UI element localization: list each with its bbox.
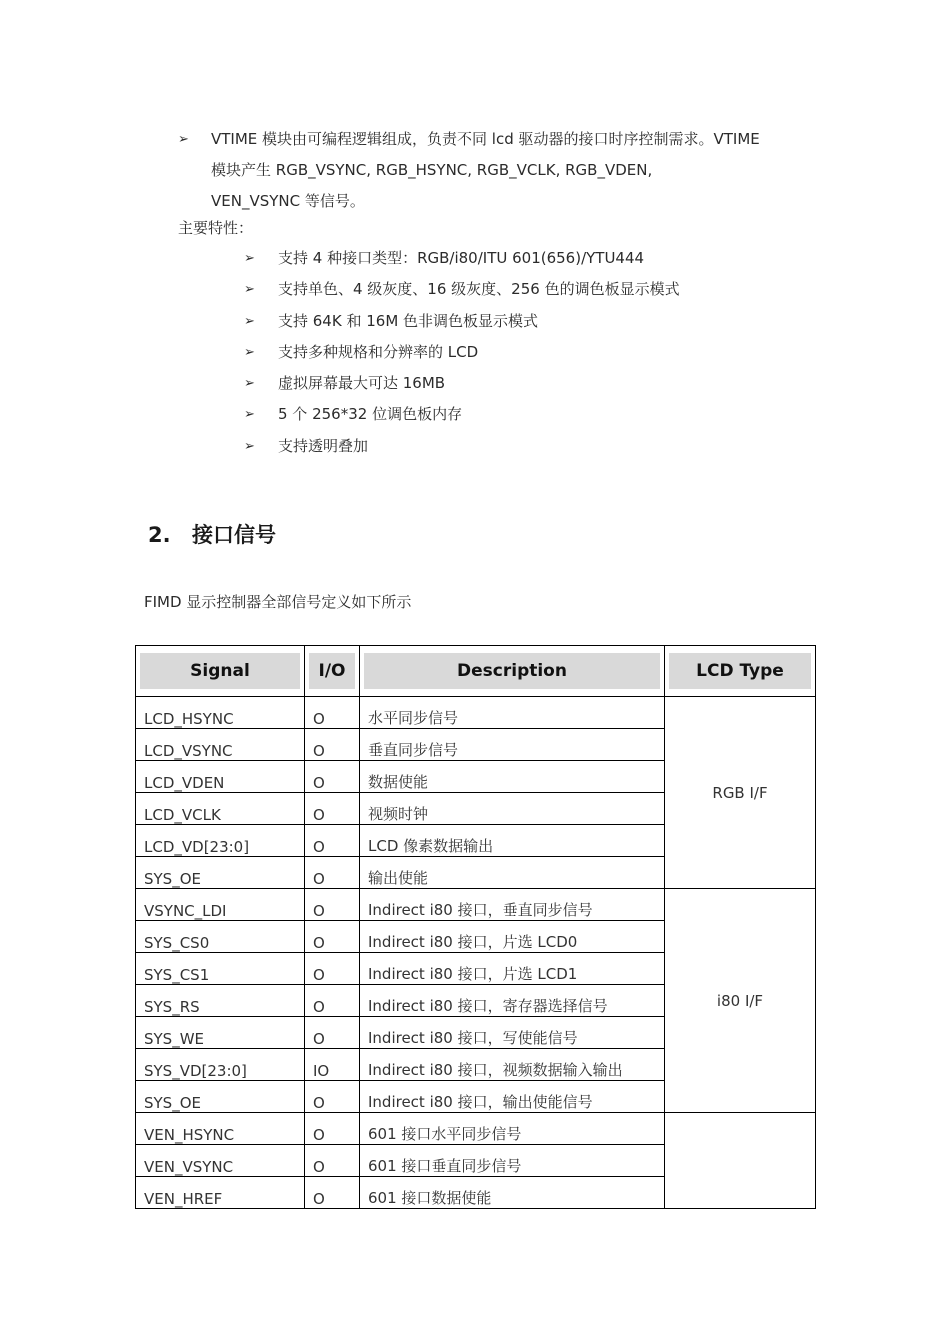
section-title [148, 520, 276, 550]
description-cell: 输出使能 [360, 857, 665, 889]
signal-cell: VEN_HSYNC [136, 1113, 305, 1145]
io-cell: O [305, 889, 360, 921]
signal-cell: VEN_VSYNC [136, 1145, 305, 1177]
table-row [136, 1113, 816, 1145]
description-cell: 601 接口垂直同步信号 [360, 1145, 665, 1177]
description-cell: Indirect i80 接口，输出使能信号 [360, 1081, 665, 1113]
signal-cell: SYS_CS1 [136, 953, 305, 985]
description-cell: 视频时钟 [360, 793, 665, 825]
bullet-arrow-icon: ➢ [178, 132, 189, 147]
io-cell: O [305, 857, 360, 889]
feature-list [244, 243, 680, 462]
table-row [136, 889, 816, 921]
vtime-line: VEN_VSYNC 等信号。 [211, 192, 365, 210]
signal-cell: VEN_HREF [136, 1177, 305, 1209]
io-cell: IO [305, 1049, 360, 1081]
header-signal: Signal [136, 646, 305, 697]
feature-item: ➢ 支持 4 种接口类型：RGB/i80/ITU 601(656)/YTU444 [244, 243, 680, 274]
io-cell: O [305, 1113, 360, 1145]
description-cell: Indirect i80 接口，片选 LCD0 [360, 921, 665, 953]
feature-item: ➢ 支持透明叠加 [244, 431, 680, 462]
io-cell: O [305, 1017, 360, 1049]
io-cell: O [305, 761, 360, 793]
description-cell: Indirect i80 接口，视频数据输入输出 [360, 1049, 665, 1081]
description-cell: 601 接口数据使能 [360, 1177, 665, 1209]
feature-item: ➢ 5 个 256*32 位调色板内存 [244, 399, 680, 430]
header-lcd-type: LCD Type [665, 646, 816, 697]
signal-cell: LCD_VD[23:0] [136, 825, 305, 857]
lcd-type-cell: RGB I/F [665, 697, 816, 889]
bullet-arrow-icon: ➢ [244, 376, 255, 392]
description-cell: 水平同步信号 [360, 697, 665, 729]
bullet-arrow-icon: ➢ [244, 251, 255, 266]
signal-cell: LCD_VCLK [136, 793, 305, 825]
io-cell: O [305, 793, 360, 825]
header-io: I/O [305, 646, 360, 697]
signal-table [135, 645, 816, 1209]
bullet-arrow-icon: ➢ [244, 344, 255, 360]
feature-item: ➢ 虚拟屏幕最大可达 16MB [244, 368, 680, 399]
io-cell: O [305, 825, 360, 857]
description-cell: Indirect i80 接口，垂直同步信号 [360, 889, 665, 921]
vtime-bullet [178, 124, 818, 217]
vtime-bullet-text [211, 124, 818, 217]
bullet-arrow-icon: ➢ [244, 438, 255, 454]
table-row [136, 697, 816, 729]
description-cell: Indirect i80 接口，写使能信号 [360, 1017, 665, 1049]
io-cell: O [305, 953, 360, 985]
header-description: Description [360, 646, 665, 697]
signal-cell: SYS_CS0 [136, 921, 305, 953]
description-cell: Indirect i80 接口，片选 LCD1 [360, 953, 665, 985]
io-cell: O [305, 729, 360, 761]
io-cell: O [305, 1145, 360, 1177]
signal-cell: SYS_VD[23:0] [136, 1049, 305, 1081]
bullet-arrow-icon: ➢ [244, 313, 255, 329]
description-cell: 垂直同步信号 [360, 729, 665, 761]
vtime-line: 模块产生 RGB_VSYNC, RGB_HSYNC, RGB_VCLK, RGB_VDEN, [211, 161, 653, 179]
feature-item: ➢ 支持多种规格和分辨率的 LCD [244, 337, 680, 368]
io-cell: O [305, 1081, 360, 1113]
description-cell: Indirect i80 接口，寄存器选择信号 [360, 985, 665, 1017]
intro-text: FIMD 显示控制器全部信号定义如下所示 [144, 593, 412, 611]
signal-cell: LCD_HSYNC [136, 697, 305, 729]
signal-cell: LCD_VDEN [136, 761, 305, 793]
table-body [136, 697, 816, 1209]
signal-cell: SYS_OE [136, 857, 305, 889]
bullet-arrow-icon: ➢ [244, 407, 255, 423]
feature-item: ➢ 支持 64K 和 16M 色非调色板显示模式 [244, 306, 680, 337]
signal-cell: LCD_VSYNC [136, 729, 305, 761]
feature-item: ➢ 支持单色、4 级灰度、16 级灰度、256 色的调色板显示模式 [244, 274, 680, 305]
io-cell: O [305, 1177, 360, 1209]
signal-cell: SYS_RS [136, 985, 305, 1017]
bullet-arrow-icon: ➢ [244, 282, 255, 298]
section-number: 2. [148, 523, 171, 547]
lcd-type-cell: i80 I/F [665, 889, 816, 1113]
description-cell: 数据使能 [360, 761, 665, 793]
features-heading: 主要特性： [178, 219, 254, 237]
description-cell: LCD 像素数据输出 [360, 825, 665, 857]
description-cell: 601 接口水平同步信号 [360, 1113, 665, 1145]
table-header-row [136, 646, 816, 697]
io-cell: O [305, 921, 360, 953]
signal-cell: SYS_OE [136, 1081, 305, 1113]
vtime-line: VTIME 模块由可编程逻辑组成，负责不同 lcd 驱动器的接口时序控制需求。VTIME [211, 130, 760, 148]
signal-cell: SYS_WE [136, 1017, 305, 1049]
section-title-text: 接口信号 [192, 523, 276, 547]
io-cell: O [305, 697, 360, 729]
signal-cell: VSYNC_LDI [136, 889, 305, 921]
io-cell: O [305, 985, 360, 1017]
lcd-type-cell [665, 1113, 816, 1209]
